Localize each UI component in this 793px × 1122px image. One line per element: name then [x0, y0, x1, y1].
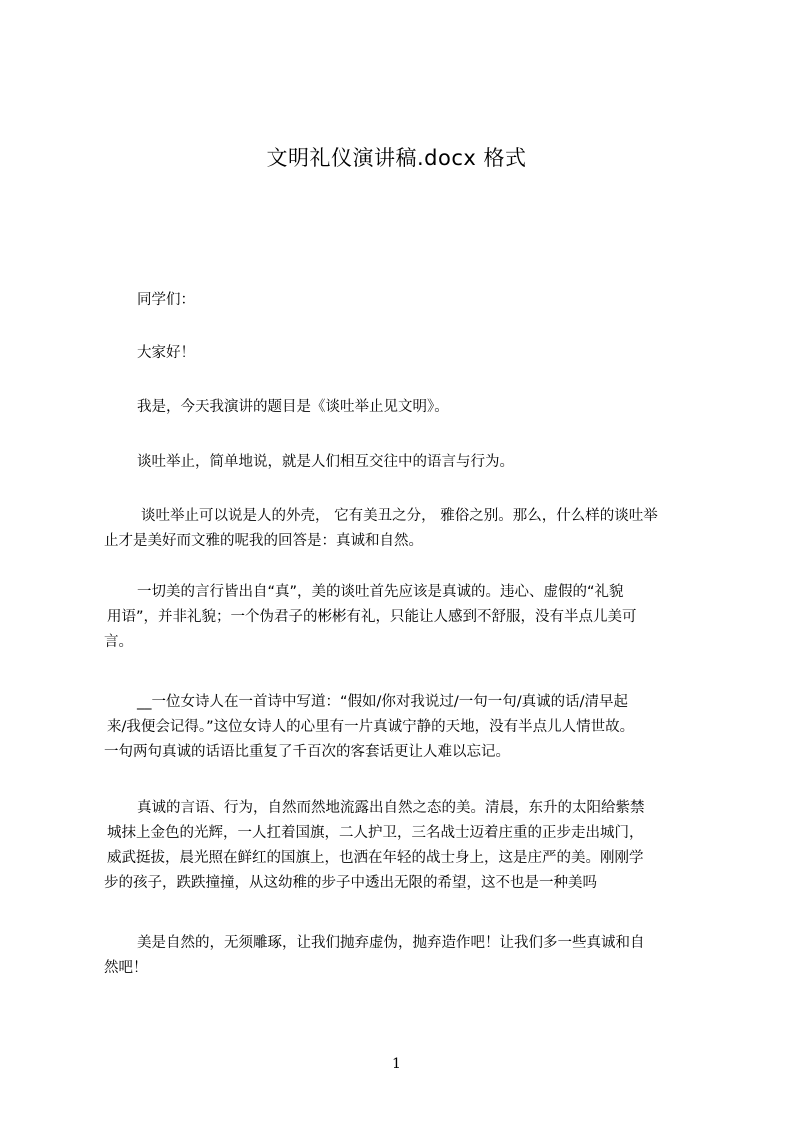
text-line: 一切美的言行皆出自“真”，美的谈吐首先应该是真诚的。违心、虚假的“礼貌 [137, 584, 624, 600]
paragraph-conclusion [104, 931, 700, 981]
text-line: 同学们： [137, 292, 195, 308]
text-line: 止才是美好而文雅的呢我的回答是：真诚和自然。 [104, 533, 423, 549]
text-line: 然吧！ [104, 960, 148, 976]
paragraph-topic [137, 395, 733, 420]
text-line: 我是，今天我演讲的题目是《谈吐举止见文明》。 [137, 399, 449, 415]
text-line: __一位女诗人在一首诗中写道：“假如/你对我说过/一句一句/真诚的话/清早起 [137, 694, 629, 710]
text-line: 谈吐举止，简单地说，就是人们相互交往中的语言与行为。 [137, 454, 514, 470]
text-line: 真诚的言语、行为，自然而然地流露出自然之态的美。清晨，东升的太阳给紫禁 [137, 800, 645, 816]
text-line: 美是自然的，无须雕琢，让我们抛弃虚伪，抛弃造作吧！让我们多一些真诚和自 [137, 935, 645, 951]
text-line: 城抹上金色的光辉，一人扛着国旗，二人护卫，三名战士迈着庄重的正步走出城门， [107, 825, 644, 841]
paragraph-hello [137, 341, 733, 366]
text-line: 一句两句真诚的话语比重复了千百次的客套话更让人难以忘记。 [104, 744, 510, 760]
text-line: 步的孩子，跌跌撞撞，从这幼稚的步子中透出无限的希望，这不也是一种美吗 [104, 875, 597, 891]
paragraph-greeting [137, 288, 733, 313]
paragraph-sincerity [104, 580, 700, 655]
text-line: 用语”，并非礼貌；一个伪君子的彬彬有礼，只能让人感到不舒服，没有半点儿美可 [107, 609, 637, 625]
text-line: 言。 [104, 634, 133, 650]
paragraph-nature [104, 796, 700, 896]
paragraph-poet [104, 690, 700, 765]
paragraph-definition [137, 450, 733, 475]
text-line: 谈吐举止可以说是人的外壳， 它有美丑之分， 雅俗之别。那么，什么样的谈吐举 [141, 508, 658, 524]
page-number: 1 [392, 1056, 401, 1072]
document-title: 文明礼仪演讲稿.docx 格式 [266, 146, 527, 170]
text-line: 大家好！ [137, 345, 195, 361]
text-line: 威武挺拔，晨光照在鲜红的国旗上，也洒在年轻的战士身上，这是庄严的美。刚刚学 [107, 850, 644, 866]
text-line: 来/我便会记得。”这位女诗人的心里有一片真诚宁静的天地，没有半点儿人情世故。 [107, 719, 635, 735]
paragraph-appearance [104, 504, 700, 554]
